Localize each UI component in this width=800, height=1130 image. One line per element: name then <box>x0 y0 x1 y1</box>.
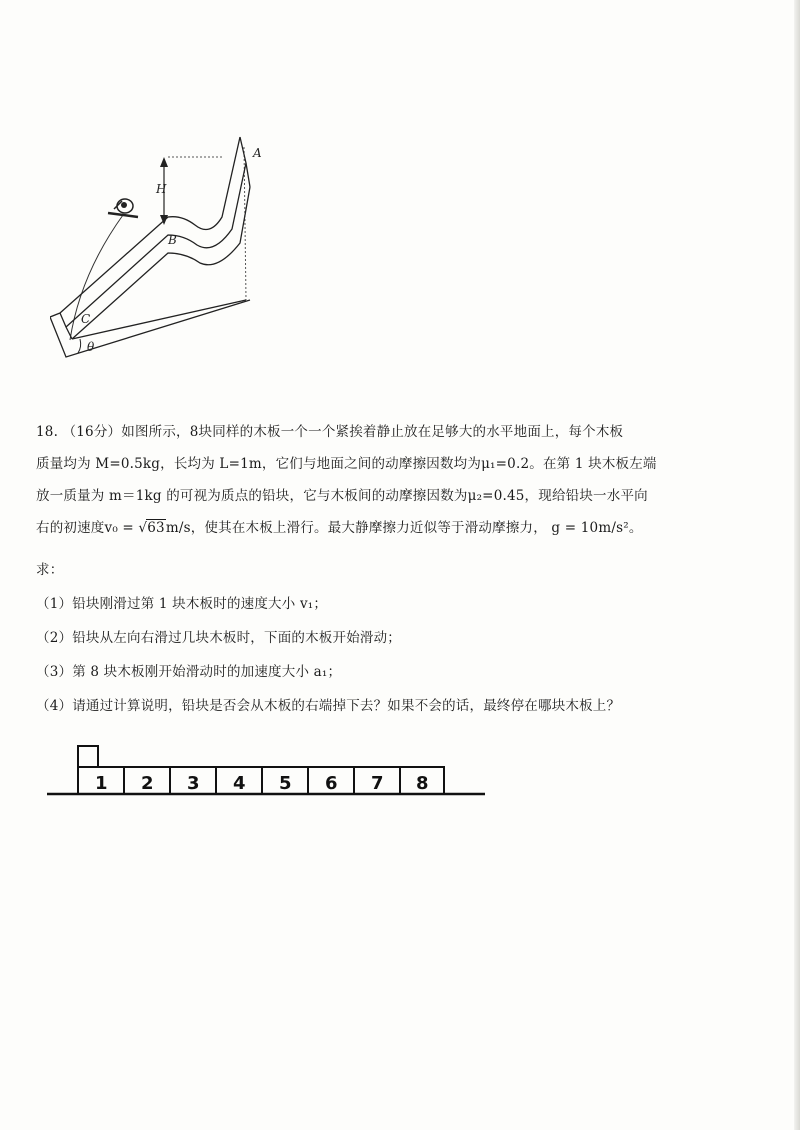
sqrt-radicand: 63 <box>147 520 165 536</box>
label-B: B <box>168 233 177 247</box>
skier-icon <box>108 199 138 217</box>
board-number-7: 7 <box>371 773 384 794</box>
label-C: C <box>81 312 91 326</box>
problem-line-2: 质量均为 M=0.5kg，长均为 L=1m，它们与地面之间的动摩擦因数均为μ₁=0.2。在第 1 块木板左端 <box>36 456 657 472</box>
question-3: （3）第 8 块木板刚开始滑动时的加速度大小 a₁； <box>36 664 342 680</box>
lead-block <box>78 746 98 767</box>
problem-line-3: 放一质量为 m＝1kg 的可视为质点的铅块，它与木板间的动摩擦因数为μ₂=0.45，现给铅块一水平向 <box>36 488 648 504</box>
board-number-6: 6 <box>325 773 338 794</box>
board-number-4: 4 <box>233 773 246 794</box>
problem-ask: 求： <box>36 562 64 578</box>
board-number-1: 1 <box>95 773 108 794</box>
question-1: （1）铅块刚滑过第 1 块木板时的速度大小 v₁； <box>36 596 328 612</box>
initial-velocity-suffix: m/s，使其在木板上滑行。最大静摩擦力近似等于滑动摩擦力， g = 10m/s²。 <box>165 520 643 536</box>
label-H: H <box>156 182 167 196</box>
board-number-8: 8 <box>416 773 429 794</box>
boards-figure <box>45 742 490 802</box>
scan-edge-shadow <box>794 0 800 1130</box>
problem-line-4 <box>36 516 643 536</box>
question-4: （4）请通过计算说明，铅块是否会从木板的右端掉下去？如果不会的话，最终停在哪块木板上？ <box>36 698 621 714</box>
label-A: A <box>253 146 262 160</box>
board-number-5: 5 <box>279 773 292 794</box>
board-number-2: 2 <box>141 773 154 794</box>
problem-line-1: 18. （16分）如图所示，8块同样的木板一个一个紧挨着静止放在足够大的水平地面上，每个木板 <box>36 424 624 440</box>
label-theta: θ <box>87 340 95 354</box>
board-number-3: 3 <box>187 773 200 794</box>
question-2: （2）铅块从左向右滑过几块木板时，下面的木板开始滑动； <box>36 630 401 646</box>
ski-track-figure <box>50 125 280 360</box>
initial-velocity-prefix: 右的初速度v₀ = √ <box>36 520 148 536</box>
